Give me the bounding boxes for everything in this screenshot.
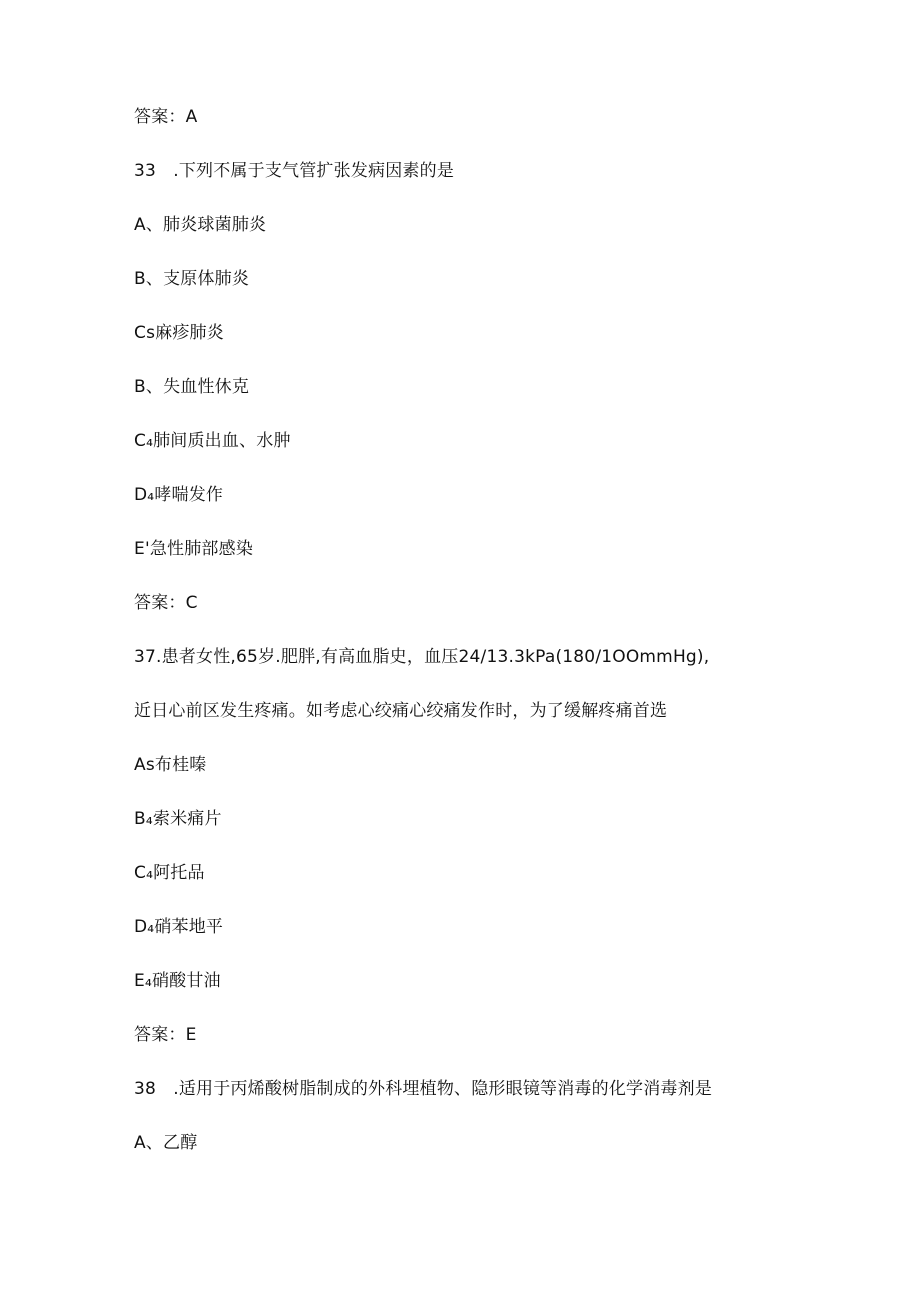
option-line: C₄阿托品 <box>134 863 205 883</box>
question-37-continued: 近日心前区发生疼痛。如考虑心绞痛心绞痛发作时，为了缓解疼痛首选 <box>134 701 668 721</box>
option-line: As布桂嗪 <box>134 755 207 775</box>
option-line: B、支原体肺炎 <box>134 269 250 289</box>
answer-line: 答案：E <box>134 1025 197 1045</box>
option-line: A、肺炎球菌肺炎 <box>134 215 267 235</box>
option-line: B、失血性休克 <box>134 377 250 397</box>
option-line: C₄肺间质出血、水肿 <box>134 431 291 451</box>
answer-line: 答案：A <box>134 107 198 127</box>
option-line: D₄硝苯地平 <box>134 917 224 937</box>
option-line: E'急性肺部感染 <box>134 539 254 559</box>
question-38: 38 .适用于丙烯酸树脂制成的外科埋植物、隐形眼镜等消毒的化学消毒剂是 <box>134 1079 713 1099</box>
answer-line: 答案：C <box>134 593 198 613</box>
option-line: D₄哮喘发作 <box>134 485 224 505</box>
option-line: A、乙醇 <box>134 1133 198 1153</box>
option-line: Cs麻疹肺炎 <box>134 323 224 343</box>
option-line: E₄硝酸甘油 <box>134 971 221 991</box>
option-line: B₄索米痛片 <box>134 809 222 829</box>
question-33: 33 .下列不属于支气管扩张发病因素的是 <box>134 161 455 181</box>
question-37: 37.患者女性,65岁.肥胖,有高血脂史，血压24/13.3kPa(180/1OOmmHg), <box>134 647 710 667</box>
